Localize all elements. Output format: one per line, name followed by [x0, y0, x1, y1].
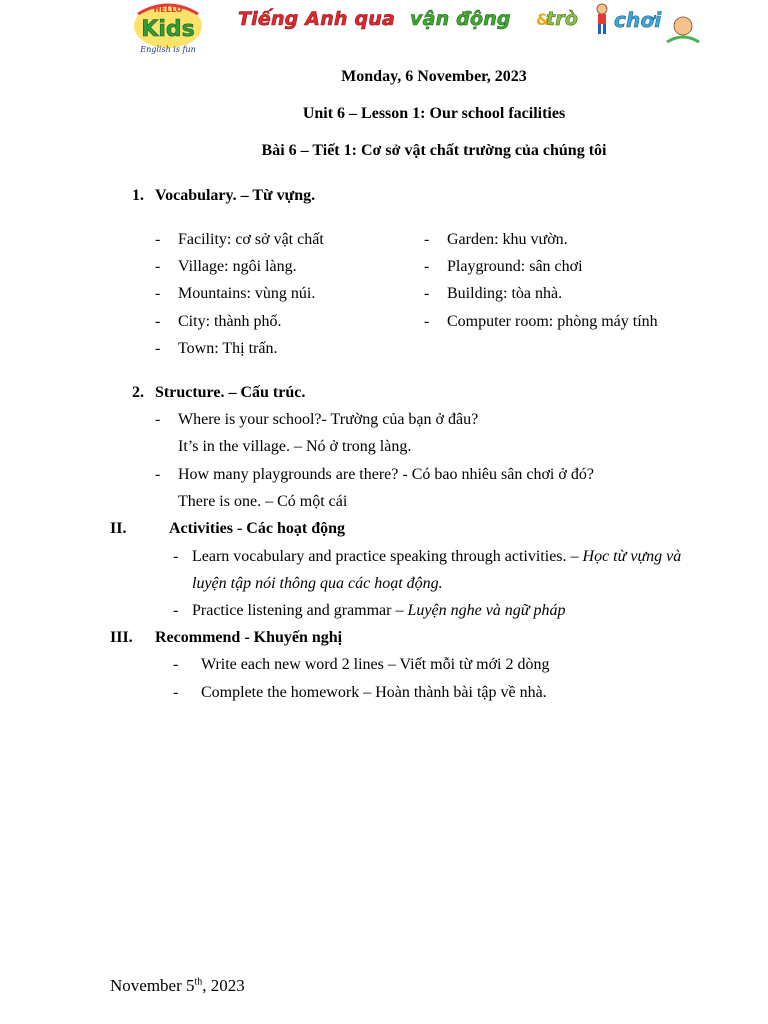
- structure-heading: Structure. – Cấu trúc.: [155, 384, 306, 401]
- banner-title-part1: Tiếng Anh qua: [238, 8, 396, 30]
- lesson-date: Monday, 6 November, 2023: [341, 68, 527, 85]
- vocab-item: Facility: cơ sở vật chất: [178, 231, 324, 248]
- unit-title-vi: Bài 6 – Tiết 1: Cơ sở vật chất trường của chúng tôi: [261, 142, 607, 159]
- recommend-number: III.: [110, 629, 133, 646]
- list-bullet: -: [424, 285, 430, 302]
- banner-title-part3: trò: [546, 8, 579, 30]
- list-bullet: -: [155, 285, 161, 302]
- vocab-item: City: thành phố.: [178, 313, 282, 330]
- banner-title-amp: &: [536, 10, 550, 29]
- vocab-item: Playground: sân chơi: [447, 258, 583, 275]
- list-bullet: -: [155, 231, 161, 248]
- vocab-item: Computer room: phòng máy tính: [447, 313, 658, 330]
- activity-item-2-text: Practice listening and grammar –: [192, 602, 408, 619]
- vocab-item: Building: tòa nhà.: [447, 285, 563, 302]
- vocab-item: Village: ngôi làng.: [178, 258, 297, 275]
- logo-top-text: HELLO: [153, 5, 183, 14]
- list-bullet: -: [173, 548, 179, 565]
- list-bullet: -: [173, 684, 179, 701]
- logo-main-text: Kids: [141, 17, 195, 42]
- list-bullet: -: [155, 411, 161, 428]
- kid-figure-icon: [591, 2, 613, 38]
- structure-answer-1: It’s in the village. – Nó ở trong làng.: [178, 438, 412, 455]
- structure-answer-2: There is one. – Có một cái: [178, 493, 348, 510]
- activity-item-1: [192, 547, 681, 567]
- vocabulary-heading: Vocabulary. – Từ vựng.: [155, 187, 316, 204]
- structure-question-2: How many playgrounds are there? - Có bao nhiêu sân chơi ở đó?: [178, 466, 594, 483]
- hello-kids-logo: [128, 0, 210, 56]
- list-bullet: -: [173, 602, 179, 619]
- list-bullet: -: [173, 656, 179, 673]
- activities-number: II.: [110, 520, 127, 537]
- list-bullet: -: [424, 258, 430, 275]
- banner-title-part4: chơi: [614, 8, 662, 32]
- activity-item-1-translation-cont: luyện tập nói thông qua các hoạt động.: [192, 575, 443, 592]
- activity-item-1-translation: Học từ vựng và: [582, 548, 682, 565]
- structure-question-1: Where is your school?- Trường của bạn ở đâu?: [178, 411, 479, 428]
- footer-date-year: , 2023: [202, 976, 245, 995]
- footer-date-suffix: th: [194, 976, 203, 988]
- list-bullet: -: [155, 313, 161, 330]
- vocab-item: Town: Thị trấn.: [178, 340, 278, 357]
- list-bullet: -: [424, 231, 430, 248]
- header-banner: [128, 0, 703, 58]
- recommend-item-1: Write each new word 2 lines – Viết mỗi từ mới 2 dòng: [201, 656, 550, 673]
- cartoon-character-icon: [663, 14, 703, 44]
- banner-title-part2: vận động: [410, 8, 511, 30]
- list-bullet: -: [424, 313, 430, 330]
- activity-item-2-translation: Luyện nghe và ngữ pháp: [407, 602, 566, 619]
- footer-date: [110, 976, 245, 996]
- structure-number: 2.: [132, 384, 144, 401]
- list-bullet: -: [155, 340, 161, 357]
- recommend-heading: Recommend - Khuyến nghị: [155, 629, 343, 646]
- logo-tagline: English is fun: [140, 45, 196, 54]
- activities-heading: Activities - Các hoạt động: [169, 520, 345, 537]
- activity-item-1-text: Learn vocabulary and practice speaking through activities. –: [192, 548, 583, 565]
- list-bullet: -: [155, 466, 161, 483]
- recommend-item-2: Complete the homework – Hoàn thành bài tập về nhà.: [201, 684, 547, 701]
- unit-title-en: Unit 6 – Lesson 1: Our school facilities: [302, 105, 566, 122]
- activity-item-2: [192, 601, 566, 621]
- vocabulary-number: 1.: [132, 187, 144, 204]
- vocab-item: Garden: khu vườn.: [447, 231, 568, 248]
- list-bullet: -: [155, 258, 161, 275]
- footer-date-month: November 5: [110, 976, 195, 995]
- vocab-item: Mountains: vùng núi.: [178, 285, 316, 302]
